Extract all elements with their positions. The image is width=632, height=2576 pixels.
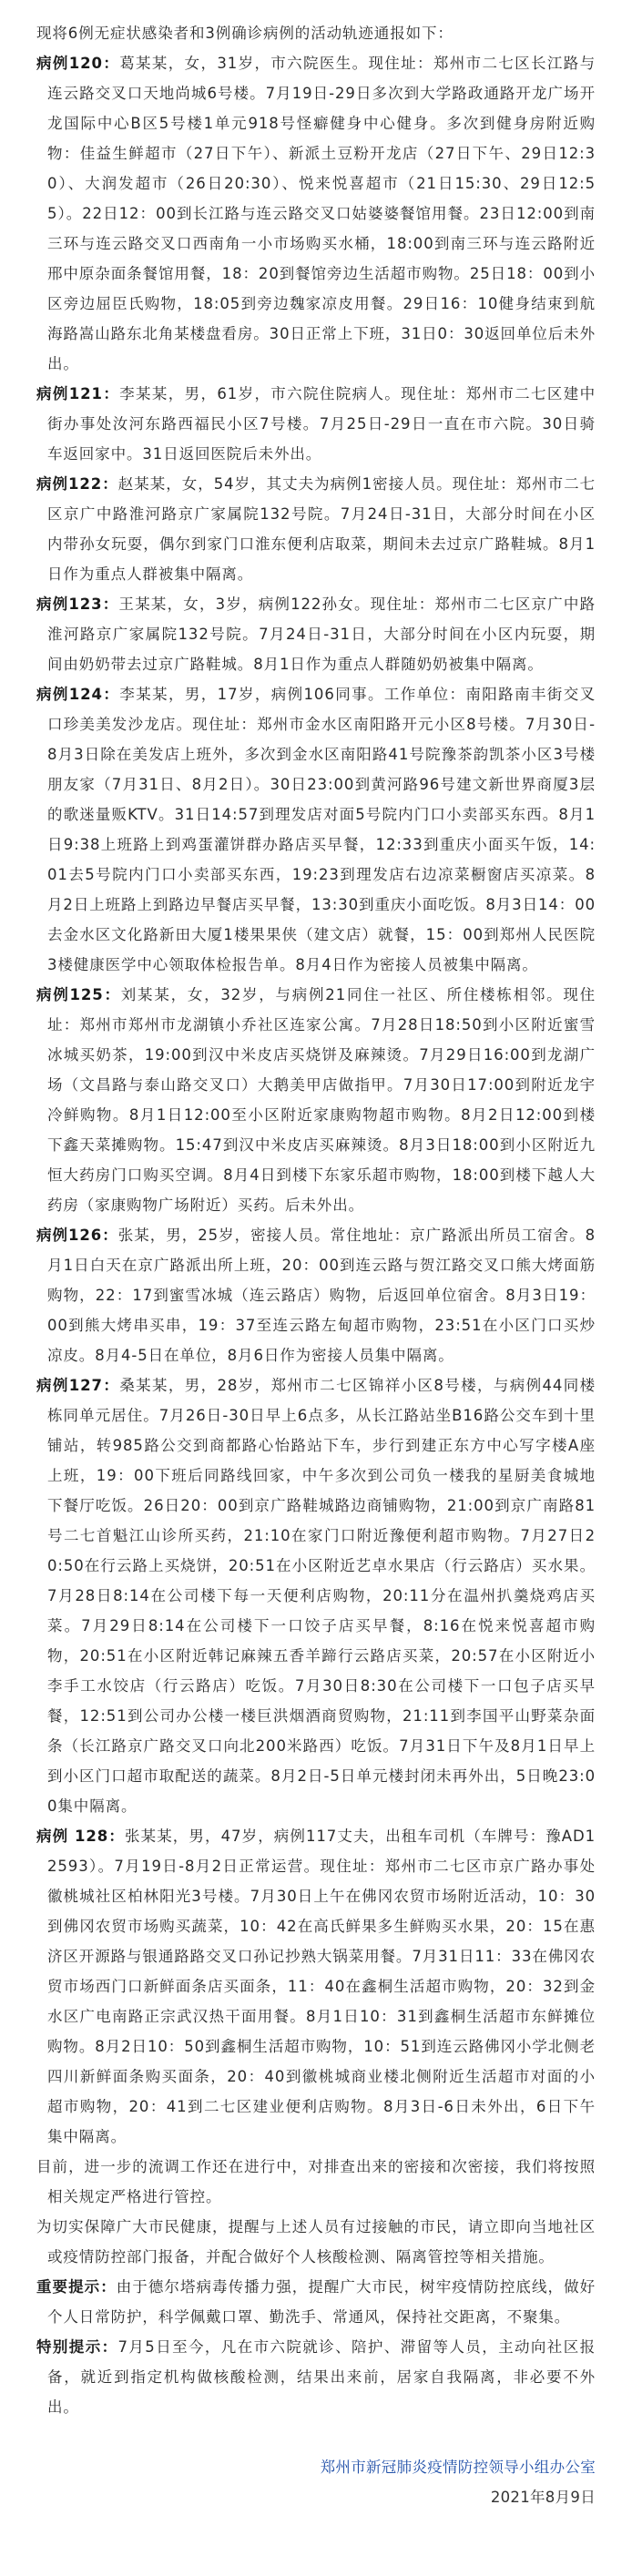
special-label: 特别提示： xyxy=(36,2338,118,2356)
case-label: 病例122： xyxy=(36,475,118,493)
case-text: 赵某某，女，54岁，其丈夫为病例1密接人员。现住址：郑州市二七区京广中路淮河路京广家属院132号院。7月24日-31日，大部分时间在小区内带孙女玩耍，偶尔到家门口淮东便利店取菜，期间未去过京广路鞋城。8月1日作为重点人群被集中隔离。 xyxy=(47,475,596,583)
case-127 xyxy=(36,1370,596,1821)
special-text: 7月5日至今，凡在市六院就诊、陪护、滞留等人员，主动向社区报备，就近到指定机构做核酸检测，结果出来前，居家自我隔离，非必要不外出。 xyxy=(47,2338,596,2416)
case-text: 李某某，男，17岁，病例106同事。工作单位：南阳路南丰街交叉口珍美美发沙龙店。现住址：郑州市金水区南阳路开元小区8号楼。7月30日-8月3日除在美发店上班外，多次到金水区南阳路41号院豫茶韵凯茶小区3号楼朋友家（7月31日、8月2日）。30日23:00到黄河路96号建文新世界商厦3层的歌迷量贩KTV。31日14:57到理发店对面5号院内门口小卖部买东西。8月1日9:38上班路上到鸡蛋灌饼群办路店买早餐，12:33到重庆小面买午饭，14:01去5号院内门口小卖部买东西，19:23到理发店右边凉菜橱窗店买凉菜。8月2日上班路上到路边早餐店买早餐，13:30到重庆小面吃饭。8月3日14：00去金水区文化路新田大厦1楼果果侠（建文店）就餐，15：00到郑州人民医院3楼健康医学中心领取体检报告单。8月4日作为密接人员被集中隔离。 xyxy=(47,686,596,973)
signature-date: 2021年8月9日 xyxy=(490,2489,596,2506)
case-text: 刘某某，女，32岁，与病例21同住一社区、所住楼栋相邻。现住址：郑州市郑州市龙湖镇小乔社区连家公寓。7月28日18:50到小区附近蜜雪冰城买奶茶，19:00到汉中米皮店买烧饼及麻辣烫。7月29日16:00到龙湖广场（文昌路与泰山路交叉口）大鹅美甲店做指甲。7月30日17:00到附近龙宇冷鲜购物。8月1日12:00至小区附近家康购物超市购物。8月2日12:00到楼下鑫天菜摊购物。15:47到汉中米皮店买麻辣烫。8月3日18:00到小区附近九恒大药房门口购买空调。8月4日到楼下东家乐超市购物，18:00到楼下越人大药房（家康购物广场附近）买药。后未外出。 xyxy=(47,986,596,1214)
important-notice xyxy=(36,2272,596,2332)
case-label: 病例125： xyxy=(36,986,121,1003)
case-text: 葛某某，女，31岁，市六院医生。现住址：郑州市二七区长江路与连云路交叉口天地尚城6号楼。7月19日-29日多次到大学路政通路开龙广场开龙国际中心B区5号楼1单元918号怪癖健身中心健身。多次到健身房附近购物：佳益生鲜超市（27日下午）、新派土豆粉开龙店（27日下午、29日12:30）、大润发超市（26日20:30）、悦来悦喜超市（21日15:30、29日12:55）。22日12：00到长江路与连云路交叉口姑婆婆餐馆用餐。23日12:00到南三环与连云路交叉口西南角一小市场购买水桶，18:00到南三环与连云路附近邢中原杂面条餐馆用餐，18：20到餐馆旁边生活超市购物。25日18：00到小区旁边屈臣氏购物，18:05到旁边魏家凉皮用餐。29日16：10健身结束到航海路嵩山路东北角某楼盘看房。30日正常上下班，31日0：30返回单位后未外出。 xyxy=(47,55,596,372)
case-label: 病例121： xyxy=(36,385,120,402)
case-label: 病例 128： xyxy=(36,1828,125,1845)
case-label: 病例126： xyxy=(36,1227,118,1244)
case-label: 病例120： xyxy=(36,55,120,72)
case-121 xyxy=(36,379,596,469)
spacer xyxy=(36,2422,596,2452)
important-text: 由于德尔塔病毒传播力强，提醒广大市民，树牢疫情防控底线，做好个人日常防护，科学佩戴口罩、勤洗手、常通风，保持社交距离，不聚集。 xyxy=(47,2278,596,2326)
case-123 xyxy=(36,589,596,679)
case-text: 桑某某，男，28岁，郑州市二七区锦祥小区8号楼，与病例44同楼栋同单元居住。7月26日-30日早上6点多，从长江路站坐B16路公交车到十里铺站，转985路公交到商都路心怡路站下车，步行到建正东方中心写字楼A座上班，19：00下班后同路线回家，中午多次到公司负一楼我的星厨美食城地下餐厅吃饭。26日20：00到京广路鞋城路边商铺购物，21:00到京广南路81号二七首魁江山诊所买药，21:10在家门口附近豫便利超市购物。7月27日20:50在行云路上买烧饼，20:51在小区附近艺卓水果店（行云路店）买水果。7月28日8:14在公司楼下每一天便利店购物，20:11分在温州扒羹烧鸡店买菜。7月29日8:14在公司楼下一口饺子店买早餐，8:16在悦来悦喜超市购物，20:51在小区附近韩记麻辣五香羊蹄行云路店买菜，20:57在小区附近小李手工水饺店（行云路店）吃饭。7月30日8:30在公司楼下一口包子店买早餐，12:51到公司办公楼一楼巨洪烟酒商贸购物，21:11到李国平山野菜杂面条（长江路京广路交叉口向北200米路西）吃饭。7月31日下午及8月1日早上到小区门口超市取配送的蔬菜。8月2日-5日单元楼封闭未再外出，5日晚23:00集中隔离。 xyxy=(47,1377,596,1815)
case-126 xyxy=(36,1220,596,1370)
case-122 xyxy=(36,469,596,589)
case-120 xyxy=(36,48,596,379)
case-text: 李某某，男，61岁，市六院住院病人。现住址：郑州市二七区建中街办事处汝河东路西福民小区7号楼。7月25日-29日一直在市六院。30日骑车返回家中。31日返回医院后未外出。 xyxy=(47,385,596,463)
case-125 xyxy=(36,980,596,1220)
special-notice xyxy=(36,2332,596,2422)
case-text: 张某某，男，47岁，病例117丈夫，出租车司机（车牌号：豫AD12593）。7月19日-8月2日正常运营。现住址：郑州市二七区市京广路办事处徽桃城社区柏林阳光3号楼。7月30日上午在佛冈农贸市场附近活动，10：30到佛冈农贸市场购买蔬菜，10：42在高氏鲜果多生鲜购买水果，20：15在惠济区开源路与银通路路交叉口孙记抄熟大锅菜用餐。7月31日11：33在佛冈农贸市场西门口新鲜面条店买面条，11：40在鑫桐生活超市购物，20：32到金水区广电南路正宗武汉热干面用餐。8月1日10：31到鑫桐生活超市东鲜摊位购物。8月2日10：50到鑫桐生活超市购物，10：51到连云路佛冈小学北侧老四川新鲜面条购买面条，20：40到徽桃城商业楼北侧附近生活超市对面的小超市购物，20：41到二七区建业便利店购物。8月3日-6日未外出，6日下午集中隔离。 xyxy=(47,1828,596,2145)
reminder-paragraph: 为切实保障广大市民健康，提醒与上述人员有过接触的市民，请立即向当地社区或疫情防控部门报备，并配合做好个人核酸检测、隔离管控等相关措施。 xyxy=(36,2218,596,2265)
case-label: 病例123： xyxy=(36,596,119,613)
intro-paragraph: 现将6例无症状感染者和3例确诊病例的活动轨迹通报如下： xyxy=(36,25,454,42)
case-124 xyxy=(36,679,596,980)
case-label: 病例127： xyxy=(36,1377,120,1394)
case-text: 王某某，女，3岁，病例122孙女。现住址：郑州市二七区京广中路淮河路京广家属院132号院。7月24日-31日，大部分时间在小区内玩耍，期间由奶奶带去过京广路鞋城。8月1日作为重点人群随奶奶被集中隔离。 xyxy=(47,596,596,673)
case-label: 病例124： xyxy=(36,686,120,703)
case-128 xyxy=(36,1821,596,2152)
signature-organization: 郑州市新冠肺炎疫情防控领导小组办公室 xyxy=(320,2459,596,2476)
case-text: 张某，男，25岁，密接人员。常住地址：京广路派出所员工宿舍。8月1日白天在京广路派出所上班，20：00到连云路与贺江路交叉口熊大烤面筋购物，22：17到蜜雪冰城（连云路店）购物，后返回单位宿舍。8月3日19：00到熊大烤串买串，19：37至连云路左甸超市购物，23:51在小区门口买炒凉皮。8月4-5日在单位，8月6日作为密接人员集中隔离。 xyxy=(47,1227,596,1364)
important-label: 重要提示： xyxy=(36,2278,117,2296)
progress-paragraph: 目前，进一步的流调工作还在进行中，对排查出来的密接和次密接，我们将按照相关规定严格进行管控。 xyxy=(36,2158,596,2205)
